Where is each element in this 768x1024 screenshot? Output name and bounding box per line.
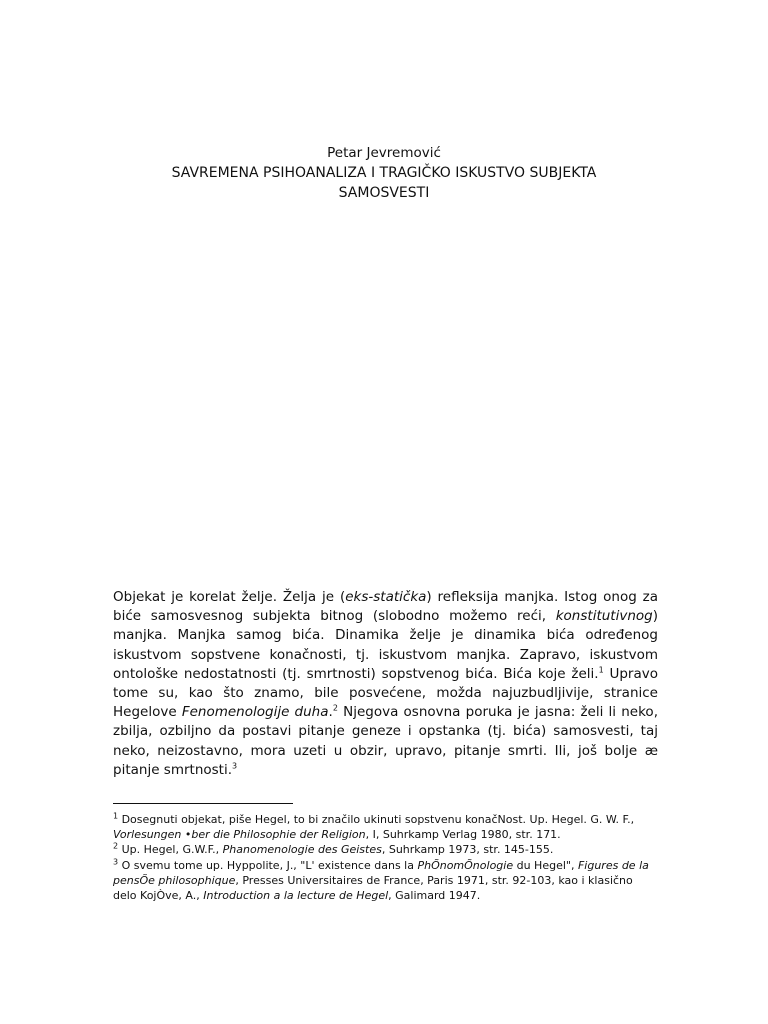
footnote-italic: Figures de la pensÕe philosophique: [113, 858, 649, 887]
body-paragraph: [113, 588, 658, 780]
footnote-text: , Suhrkamp 1973, str. 145-155.: [381, 843, 554, 857]
footnote-text: Dosegnuti objekat, piše Hegel, to bi značilo ukinuti sopstvenu konačNost. Up. Hegel. G. W. F.,: [118, 813, 635, 826]
footnote-text: Up. Hegel, G.W.F.,: [118, 843, 223, 857]
body-text: Upravo tome su, kao što znamo, bile posvećene, možda najuzbudljivije, stranice Hegelove: [113, 665, 658, 721]
footnote-italic: Phanomenologie des Geistes: [222, 843, 382, 857]
body-text: Njegova osnovna poruka je jasna: želi li neko, zbilja, ozbiljno da postavi pitanje geneze i opstanka (tj. bića) samosvesti, taj neko, neizostavno, mora uzeti u obzir, upravo, pitanje smrti. Ili, još bolje æ pitanje smrtnosti.: [113, 704, 658, 778]
footnote-text: du Hegel",: [513, 858, 578, 872]
footnote-ref-3[interactable]: 3: [232, 761, 238, 771]
body-text: .: [328, 704, 333, 721]
footnote-text: O svemu tome up. Hyppolite, J., "L' existence dans la: [118, 858, 418, 872]
footnote-ref-1[interactable]: 1: [598, 665, 604, 675]
document-header: [100, 144, 668, 203]
title-line-1: SAVREMENA PSIHOANALIZA I TRAGIČKO ISKUSTVO SUBJEKTA: [171, 165, 597, 181]
footnote-2: [113, 842, 658, 857]
footnote-italic: Introduction a la lecture de Hegel: [203, 889, 389, 903]
footnote-number: 3: [113, 856, 119, 866]
body-text: ) manjka. Manjka samog bića. Dinamika želje je dinamika bića određenog iskustvom sopstvene konačnosti, tj. iskustvom manjka. Zapravo, iskustvom ontološke nedostatnosti (tj. smrtnosti) sopstvenog bića. Bića koje želi.: [113, 608, 658, 682]
footnote-italic: PhÕnomÕnologie: [417, 858, 514, 872]
footnote-1: [113, 812, 658, 842]
footnote-separator: [113, 803, 293, 804]
footnote-3: [113, 858, 658, 904]
footnote-ref-2[interactable]: 2: [332, 703, 338, 713]
document-title: [100, 163, 668, 203]
body-italic-term: konstitutivnog: [555, 608, 653, 625]
body-italic-term: eks-statička: [345, 589, 427, 605]
footnote-text: , I, Suhrkamp Verlag 1980, str. 171.: [365, 828, 561, 842]
author-name: Petar Jevremović: [327, 145, 441, 161]
title-line-2: SAMOSVESTI: [338, 185, 430, 201]
footnote-number: 1: [113, 811, 119, 821]
body-italic-title: Fenomenologije duha: [181, 704, 329, 721]
footnotes: [113, 812, 658, 903]
footnote-number: 2: [113, 841, 119, 851]
footnote-text: , Galimard 1947.: [388, 889, 481, 903]
body-text: Objekat je korelat želje. Želja je (: [113, 589, 346, 605]
footnote-text: , Presses Universitaires de France, Paris 1971, str. 92-103, kao i klasično delo KojÒve, A.,: [113, 873, 633, 903]
body-text: ) refleksija manjka. Istog onog za biće samosvesnog subjekta bitnog (slobodno možemo reći,: [113, 589, 658, 625]
footnote-italic: Vorlesungen •ber die Philosophie der Religion: [113, 828, 366, 842]
